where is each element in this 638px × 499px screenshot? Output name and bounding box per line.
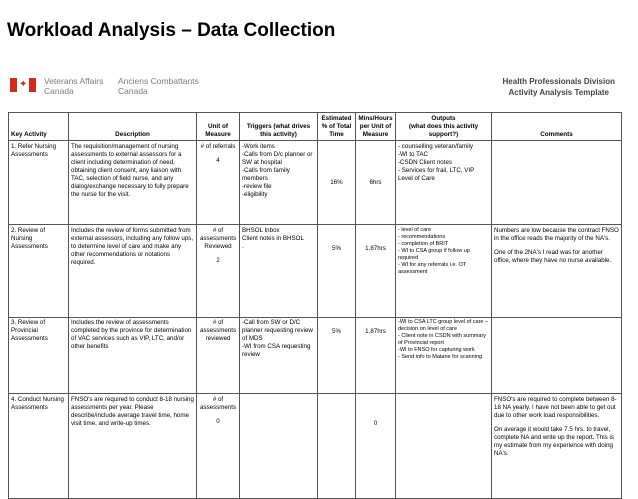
cell-unit: # of assessments 0 (197, 394, 240, 499)
cell-triggers: -Work items -Calls from D/c planner or SW at hospital -Calls from family members -review file -eligibility (240, 141, 318, 225)
header-outputs: Outputs (what does this activity support?) (396, 113, 492, 141)
document (8, 72, 623, 499)
division-header (503, 76, 615, 98)
cell-estimated: 5% (318, 225, 356, 318)
cell-estimated (318, 394, 356, 499)
table-row (9, 225, 622, 318)
cell-unit: # of assessments reviewed (197, 317, 240, 394)
cell-mins: 1.87hrs (356, 225, 396, 318)
canada-flag-icon: ✦ (10, 78, 36, 92)
cell-activity: 3. Review of Provincial Assessments (9, 317, 69, 394)
cell-description: The requisition/management of nursing assessments to external assessors for a client including determination of need, obtaining client consent, any liaison with TAC, selection of field nurse, and any dialog/exchange necessary to fully prepare the nurse for the visit. (69, 141, 197, 225)
cell-comments: FNSO's are required to complete between 8-18 NA yearly. I have not been able to get out due to other work load responsibilities. On average it would take 7.5 hrs. to travel, complete NA and write up the report. This is my estimate from my experience with doing NA's. (492, 394, 622, 499)
cell-activity: 4. Conduct Nursing Assessments (9, 394, 69, 499)
cell-comments (492, 141, 622, 225)
cell-description: FNSO's are required to conduct 8-18 nursing assessments per year. Please describe/include average travel time, home visit time, and write-up times. (69, 394, 197, 499)
cell-mins: 6hrs (356, 141, 396, 225)
cell-triggers: -Call from SW or D/C planner requesting review of MDS -WI from CSA requesting review (240, 317, 318, 394)
table-row (9, 141, 622, 225)
cell-unit: # of referrals 4 (197, 141, 240, 225)
cell-outputs (396, 394, 492, 499)
header-estimated: Estimated % of Total Time (318, 113, 356, 141)
slide-title: Workload Analysis – Data Collection (7, 20, 336, 41)
table-header-row (9, 113, 622, 141)
division-name: Health Professionals Division (502, 77, 615, 86)
cell-comments (492, 317, 622, 394)
cell-description: Includes the review of assessments completed by the province for determination of VAC services such as VIP, LTC, and/or other benefits (69, 317, 197, 394)
cell-mins: 0 (356, 394, 396, 499)
document-header (8, 72, 623, 112)
header-mins: Mins/Hours per Unit of Measure (356, 113, 396, 141)
header-description: Description (69, 113, 197, 141)
cell-outputs: - counselling veteran/family -WI to TAC -CSDN Client notes - Services for frail, LTC, VIP Level of Care (396, 141, 492, 225)
cell-estimated: 16% (318, 141, 356, 225)
table-row (9, 317, 622, 394)
cell-triggers: BHSOL Inbox Client notes in BHSOL . (240, 225, 318, 318)
cell-outputs: -WI to CSA LTC group level of care – decision on level of care - Client note in CSDN with summary of Provincial report -WI to FNSO for capturing work - Send info to Matane for scanning (396, 317, 492, 394)
header-key-activity: Key Activity (9, 113, 69, 141)
template-name: Activity Analysis Template (508, 88, 609, 97)
cell-activity: 1. Refer Nursing Assessments (9, 141, 69, 225)
cell-activity: 2. Review of Nursing Assessments (9, 225, 69, 318)
header-unit: Unit of Measure (197, 113, 240, 141)
cell-description: Includes the review of forms submitted from external assessors, including any follow ups, to determine level of care and make any other recommendations or notations required. (69, 225, 197, 318)
cell-comments: Numbers are low because the contract FNSO in the office reads the majority of the NA's. One of the 2NA's I read was for another office, where they have no nurse available. (492, 225, 622, 318)
header-triggers: Triggers (what drives this activity) (240, 113, 318, 141)
activity-table (8, 112, 622, 499)
cell-outputs: - level of care - recommendations - completion of BRIT - WI to CSA group if follow up required - WI for any referrals i.e. OT assessment (396, 225, 492, 318)
cell-unit: # of assessments Reviewed 2 (197, 225, 240, 318)
header-comments: Comments (492, 113, 622, 141)
agency-name-fr: Anciens Combattants Canada (118, 76, 199, 96)
agency-name-en: Veterans Affairs Canada (44, 76, 104, 96)
cell-mins: 1.87hrs (356, 317, 396, 394)
cell-triggers (240, 394, 318, 499)
cell-estimated: 5% (318, 317, 356, 394)
table-row (9, 394, 622, 499)
